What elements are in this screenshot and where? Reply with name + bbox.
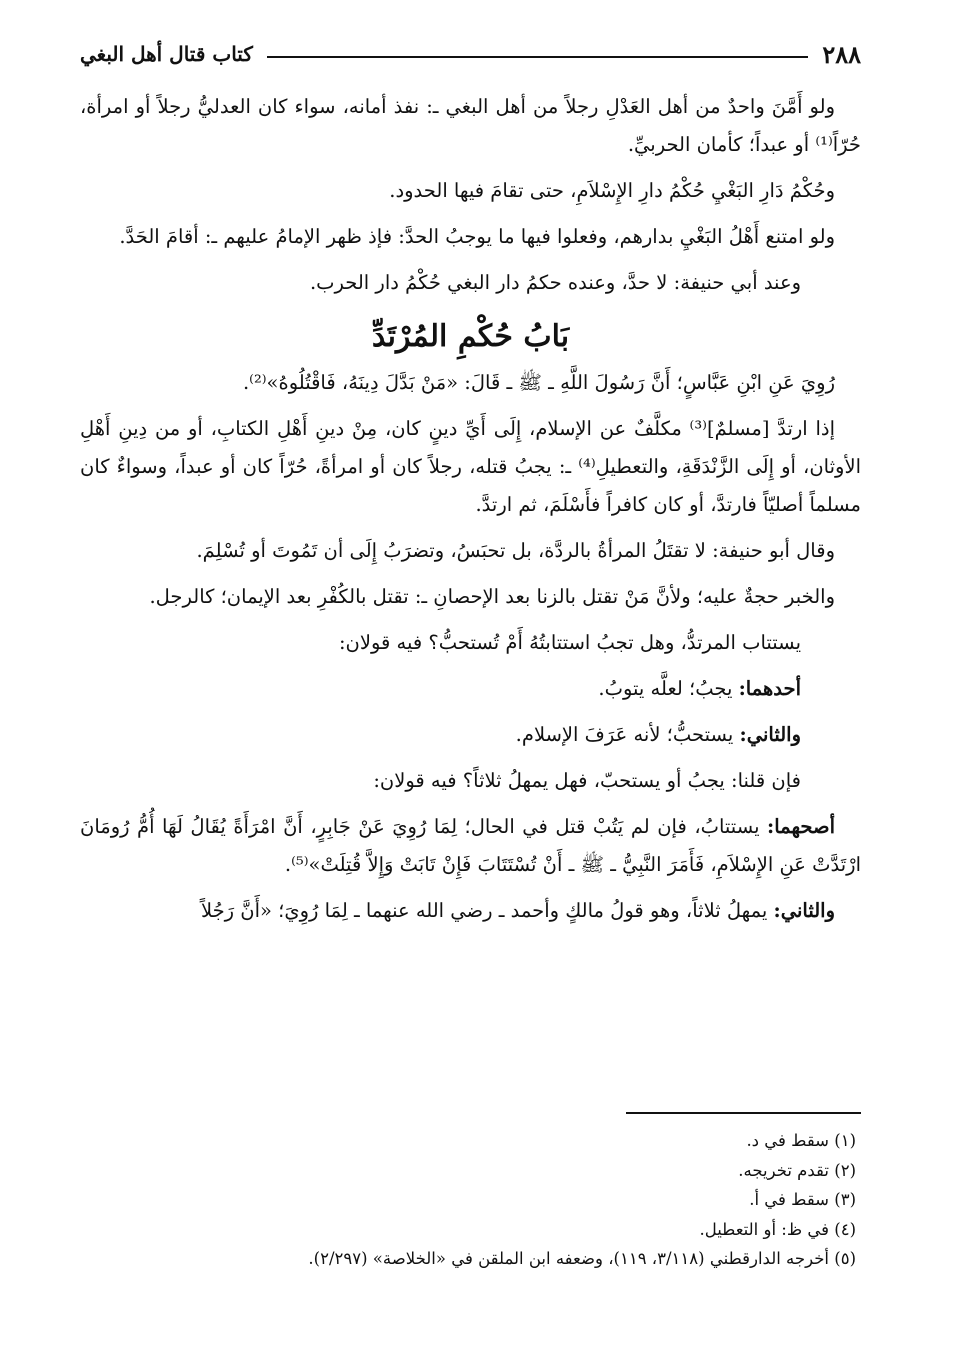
footnote: (١) سقط في د. [746,1131,856,1150]
paragraph [80,808,861,884]
paragraph-lead: أحدهما: [738,677,801,700]
running-title: كتاب قتال أهل البغي [80,42,253,66]
footnote: (٢) تقدم تخريجه. [738,1160,856,1180]
paragraph: رُوِيَ عَنِ ابْنِ عَبَّاسٍ؛ أَنَّ رَسُولَ اللَّهِ ـ ﷺ ـ قَالَ: «مَنْ بَدَّلَ دِينَهُ، فَاقْتُلُوهُ»⁽²⁾. [242,371,835,394]
page-number: ٢٨٨ [822,39,861,69]
paragraph: إذا ارتدَّ [مسلمٌ]⁽³⁾ مكلَّفٌ عن الإسلام، إِلَى أَيِّ دينٍ كان، مِنْ دينِ أَهْلِ الكتابِ، أو من دِينِ أَهْلِ الأوثان، أو إِلَى الزَّنْدَقَةِ، والتعطيلِ⁽⁴⁾ ـ: يجبُ قتله، رجلاً كان أو امرأةً، حُرّاً كان أو عبداً، وسواءٌ كان مسلماً أصليّاً فارتدَّ، أو كان كافراً فأَسْلَمَ، ثم ارتدَّ. [80,417,861,516]
footnote: (٣) سقط في أ. [749,1190,856,1209]
paragraph: والخبر حجةٌ عليه؛ ولأنَّ مَنْ تقتل بالزنا بعد الإحصانِ ـ: تقتل بالكُفْرِ بعد الإيمان؛ كالرجل. [149,585,835,608]
paragraph: وحُكْمُ دَارِ البَغْيِ حُكْمُ دارِ الإِسْلاَمِ، حتى تقامَ فيها الحدود. [389,179,835,202]
page-body [80,88,861,938]
paragraph: وقال أبو حنيفة: لا تقتَلُ المرأةُ بالردَّة، بل تحبَسُ، وتضرَبُ إِلَى أن تَمُوتَ أو تُسْلِمَ. [196,539,835,562]
paragraph-lead: والثاني: [739,723,801,746]
footnote: (٤) في ظ: أو التعطيل. [699,1219,856,1239]
paragraph [80,716,861,754]
paragraph: ولو أَمَّنَ واحدٌ من أهل العَدْلِ رجلاً من أهل البغي ـ: نفذ أمانه، سواء كان العدليُّ رجلاً أو امرأة، حُرّاً⁽¹⁾ أو عبداً؛ كأمان الحربيِّ. [80,95,861,156]
footnote: (٥) أخرجه الدارقطني (٣/١١٨، ١١٩)، وضعفه ابن الملقن في «الخلاصة» (٢/٢٩٧). [308,1249,856,1268]
header-rule [267,56,808,58]
paragraph-text: يستحبُّ؛ لأنه عَرَفَ الإسلام. [515,723,734,746]
page-header [80,36,861,72]
paragraph: ولو امتنع أَهْلُ البَغْيِ بدارهم، وفعلوا فيها ما يوجبُ الحدَّ: فإذ ظهر الإمامُ عليهم ـ: أقامَ الحَدَّ. [119,225,835,248]
paragraph-lead: والثاني: [773,899,835,922]
paragraph-text: يستتابُ، فإن لم يَتُبْ قتل في الحال؛ لِمَا رُوِيَ عَنْ جَابِرٍ، أَنَّ امْرَأَةً يُقَالُ لَهَا أُمُّ رُومَانَ ارْتَدَّتْ عَنِ الإِسْلاَمِ، فَأَمَرَ النَّبِيُّ ـ ﷺ ـ أَنْ تُسْتَتَابَ فَإِنْ تَابَتْ وَإِلاَّ قُتِلَتْ»⁽⁵⁾. [80,815,861,876]
paragraph [80,892,861,930]
paragraph-text: يجبُ؛ لعلَّه يتوبُ. [598,677,733,700]
paragraph-text: يمهلُ ثلاثاً، وهو قولُ مالكٍ وأحمد ـ رضي الله عنهما ـ لِمَا رُوِيَ؛ «أَنَّ رَجُلاً [200,899,768,922]
paragraph [80,670,861,708]
paragraph: يستتاب المرتدُّ، وهل تجبُ استتابتُهُ أَمْ تُستحبُّ؟ فيه قولان: [338,631,801,654]
footnote-separator [626,1112,861,1114]
paragraph-lead: أصحهما: [767,815,835,838]
chapter-title: بَابُ حُكْمِ المُرْتَدِّ [371,319,570,354]
footnotes [80,1126,856,1274]
paragraph: وعند أبي حنيفة: لا حدَّ، وعنده حكمُ دار البغي حُكْمُ دار الحرب. [309,271,801,294]
paragraph: فإن قلنا: يجبُ أو يستحبّ، فهل يمهلُ ثلاثاً؟ فيه قولان: [373,769,801,792]
